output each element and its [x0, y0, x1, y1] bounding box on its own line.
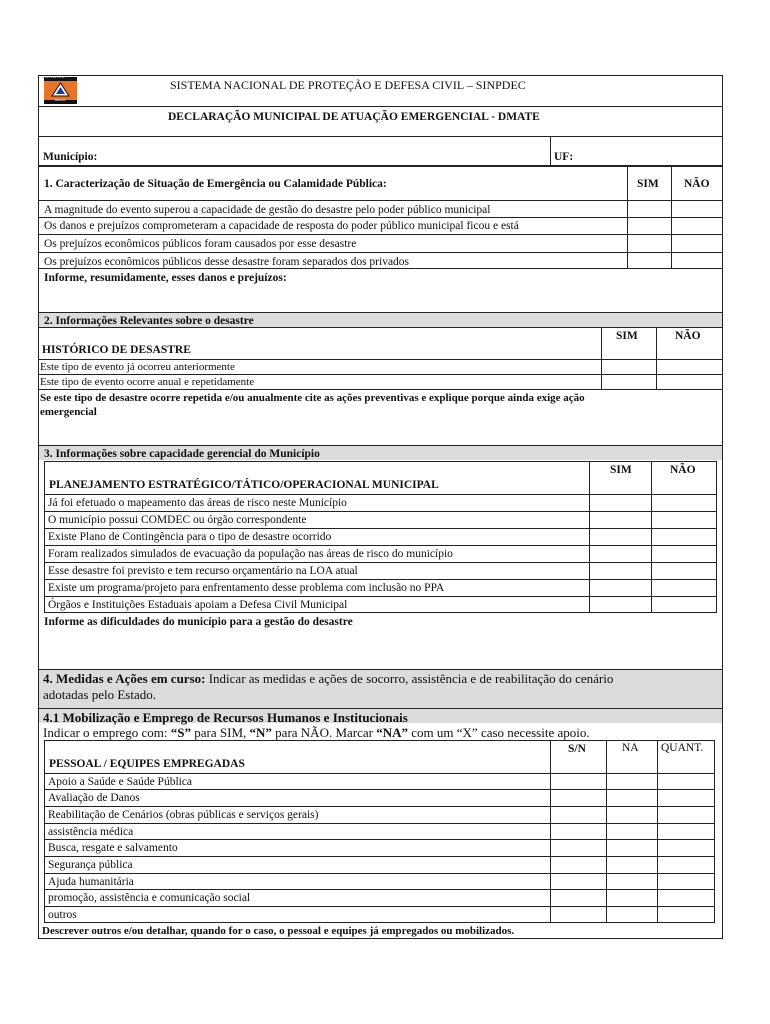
instr-na: “NA” [376, 725, 409, 740]
frame-right-border [722, 75, 723, 939]
instr-part-b: para SIM, [191, 725, 250, 740]
section2-note-area[interactable] [40, 420, 720, 444]
section41-subtitle: PESSOAL / EQUIPES EMPREGADAS [49, 758, 245, 770]
logo-bottom-text: BRASIL [55, 98, 66, 102]
section1-item-2-nao-cell[interactable] [672, 218, 722, 234]
rule [38, 445, 723, 446]
section2-nao-header: NÃO [675, 330, 701, 342]
section3-item-7: Órgãos e Instituições Estaduais apoiam a Defesa Civil Municipal [48, 599, 348, 611]
rule [44, 461, 45, 613]
section4-title-line2: adotadas pelo Estado. [43, 687, 156, 702]
section3-item-3: Existe Plano de Contingência para o tipo de desastre ocorrido [48, 531, 332, 543]
section41-footer: Descrever outros e/ou detalhar, quando for o caso, o pessoal e equipes já empregados ou mobilizados. [42, 925, 515, 937]
rule [38, 327, 723, 328]
rule [38, 217, 723, 218]
col-quant-header: QUANT. [661, 742, 704, 754]
section2-item-1-sim-cell[interactable] [602, 360, 656, 374]
section1-item-2: Os danos e prejuízos comprometeram a capacidade de resposta do poder público municipal ficou e está [44, 220, 519, 232]
section3-inform-area[interactable] [40, 630, 720, 668]
section2-note-line1: Se este tipo de desastre ocorre repetida e/ou anualmente cite as ações preventivas e explique porque ainda exige ação [40, 392, 585, 404]
section4-title-rest: Indicar as medidas e ações de socorro, assistência e de reabilitação do cenário [205, 671, 614, 686]
personnel-item-7: Ajuda humanitária [48, 876, 134, 888]
section1-item-4-nao-cell[interactable] [672, 253, 722, 268]
uf-label: UF: [554, 151, 574, 163]
personnel-sn-column-cells[interactable] [551, 774, 606, 922]
section1-inform-label: Informe, resumidamente, esses danos e prejuízos: [44, 272, 287, 284]
personnel-item-2: Avaliação de Danos [48, 792, 140, 804]
rule [38, 165, 723, 167]
personnel-item-6: Segurança pública [48, 859, 133, 871]
section1-item-1-nao-cell[interactable] [672, 201, 722, 217]
section1-item-1: A magnitude do evento superou a capacidade de gestão do desastre pelo poder público municipal [44, 204, 491, 216]
section1-item-3-sim-cell[interactable] [628, 235, 671, 252]
section41-instructions [43, 725, 590, 741]
rule [38, 389, 723, 390]
instr-part-c: para NÃO. Marcar [271, 725, 377, 740]
personnel-item-1: Apoio a Saúde e Saúde Pública [48, 776, 193, 788]
section2-item-2-sim-cell[interactable] [602, 375, 656, 389]
section3-item-5: Esse desastre foi previsto e tem recurso orçamentário na LOA atual [48, 565, 358, 577]
section1-item-4-sim-cell[interactable] [628, 253, 671, 268]
section3-item-4: Foram realizados simulados de evacuação da população nas áreas de risco do município [48, 548, 453, 560]
section1-item-4: Os prejuízos econômicos públicos desse desastre foram separados dos privados [44, 256, 410, 268]
section3-subtitle: PLANEJAMENTO ESTRATÉGICO/TÁTICO/OPERACIONAL MUNICIPAL [49, 479, 439, 491]
logo-top-text: DEFESA CIVIL [45, 75, 65, 79]
frame-bottom-border [38, 938, 723, 939]
personnel-item-5: Busca, resgate e salvamento [48, 842, 178, 854]
rule [44, 922, 715, 923]
section3-inform-label: Informe as dificuldades do município para a gestão do desastre [44, 616, 353, 628]
col-sn-header: S/N [568, 743, 586, 755]
rule [38, 312, 723, 313]
personnel-item-4: assistência médica [48, 826, 134, 838]
section2-item-2-nao-cell[interactable] [657, 375, 722, 389]
section3-sim-column-cells[interactable] [590, 495, 651, 612]
instr-part-a: Indicar o emprego com: [43, 725, 171, 740]
personnel-item-8: promoção, assistência e comunicação social [48, 892, 251, 904]
col-na-header: NA [622, 742, 639, 754]
instr-part-d: com um “X” caso necessite apoio. [408, 725, 590, 740]
section4-title-bold: 4. Medidas e Ações em curso: [43, 671, 206, 686]
personnel-item-3: Reabilitação de Cenários (obras públicas e serviços gerais) [48, 809, 319, 821]
section3-item-1: Já foi efetuado o mapeamento das áreas de risco neste Município [48, 497, 347, 509]
section3-item-6: Existe um programa/projeto para enfrentamento desse problema com inclusão no PPA [48, 582, 445, 594]
rule [38, 106, 723, 107]
personnel-na-column-cells[interactable] [607, 774, 657, 922]
section1-title: 1. Caracterização de Situação de Emergência ou Calamidade Pública: [44, 178, 387, 190]
frame-left-border [38, 75, 39, 939]
section2-note-line2: emergencial [40, 406, 97, 418]
section3-item-2: O município possui COMDEC ou órgão correspondente [48, 514, 307, 526]
rule [44, 461, 717, 462]
section2-item-1: Este tipo de evento já ocorreu anteriormente [40, 361, 235, 373]
rule [38, 669, 723, 670]
section3-title: 3. Informações sobre capacidade gerencial do Município [44, 448, 320, 460]
section2-title: 2. Informações Relevantes sobre o desastre [44, 315, 254, 327]
rule [44, 612, 717, 613]
rule [38, 136, 723, 137]
rule [716, 461, 717, 613]
section1-inform-area[interactable] [40, 285, 720, 311]
system-title: SISTEMA NACIONAL DE PROTEÇÃO E DEFESA CIVIL – SINPDEC [170, 78, 526, 92]
section2-subtitle: HISTÓRICO DE DESASTRE [42, 344, 191, 356]
section1-nao-header: NÃO [684, 178, 710, 190]
section4-title [43, 671, 613, 687]
section1-item-1-sim-cell[interactable] [628, 201, 671, 217]
section2-item-1-nao-cell[interactable] [657, 360, 722, 374]
section1-item-3: Os prejuízos econômicos públicos foram causados por esse desastre [44, 238, 357, 250]
section3-nao-column-cells[interactable] [652, 495, 716, 612]
instr-n: “N” [249, 725, 272, 740]
rule [38, 200, 723, 201]
rule [714, 740, 715, 923]
section3-sim-header: SIM [610, 464, 632, 476]
form-title: DECLARAÇÃO MUNICIPAL DE ATUAÇÃO EMERGENCIAL - DMATE [168, 111, 540, 123]
rule [44, 740, 715, 741]
rule [44, 740, 45, 923]
rule [38, 252, 723, 253]
rule [38, 268, 723, 269]
section41-title: 4.1 Mobilização e Emprego de Recursos Humanos e Institucionais [43, 710, 408, 725]
section3-nao-header: NÃO [670, 464, 696, 476]
section1-item-3-nao-cell[interactable] [672, 235, 722, 252]
rule [38, 234, 723, 235]
personnel-item-9: outros [48, 909, 77, 921]
section2-sim-header: SIM [616, 330, 638, 342]
section2-item-2: Este tipo de evento ocorre anual e repetidamente [40, 376, 255, 388]
section1-sim-header: SIM [637, 178, 659, 190]
rule [550, 136, 551, 165]
instr-s: “S” [170, 725, 192, 740]
personnel-quant-column-cells[interactable] [658, 774, 714, 922]
frame-top-border [38, 75, 723, 76]
section1-item-2-sim-cell[interactable] [628, 218, 671, 234]
municipio-label: Município: [43, 151, 98, 163]
